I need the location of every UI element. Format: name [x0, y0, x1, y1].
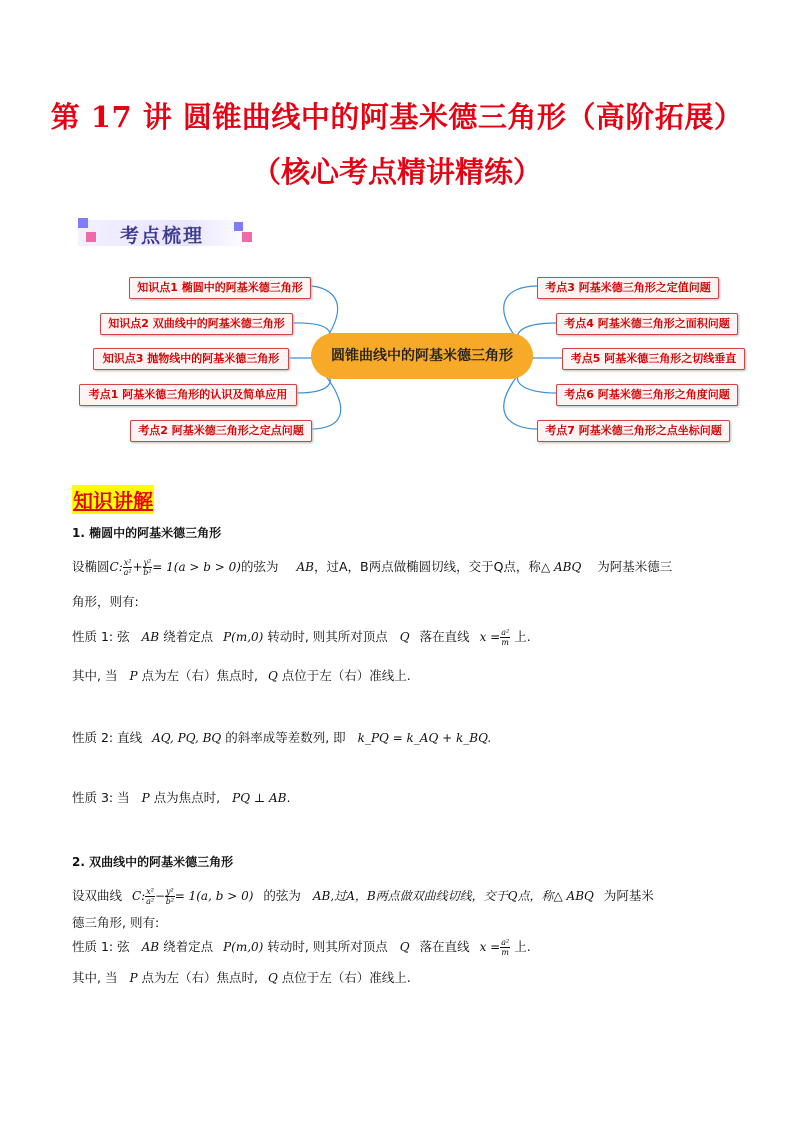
lecture-subtitle: （核心考点精讲精练） [251, 155, 542, 189]
math: C: [109, 560, 123, 574]
section-1-property-3: 性质 3: 当 P 点为焦点时, PQ ⊥ AB. [72, 790, 291, 805]
section-1-title: 1. 椭圆中的阿基米德三角形 [72, 526, 222, 540]
mindmap-node-right-2: 考点4 阿基米德三角形之面积问题 [556, 313, 738, 335]
mindmap-node-right-5: 考点7 阿基米德三角形之点坐标问题 [537, 420, 730, 442]
fraction: $\frac{\text{x²}}{\text{a²}}$ [123, 558, 132, 577]
knowledge-heading: 知识讲解 [72, 485, 154, 514]
section-2-property-1: 性质 1: 弦 AB 绕着定点 P(m,0) 转动时, 则其所对顶点 Q 落在直线 x = $\frac{\text{a²}}{m}$ 上. [72, 938, 531, 957]
mindmap-node-right-1: 考点3 阿基米德三角形之定值问题 [537, 277, 719, 299]
section-2-intro-line2: 德三角形, 则有: [72, 915, 160, 930]
mindmap-node-left-2: 知识点2 双曲线中的阿基米德三角形 [100, 313, 293, 335]
decor-square-icon [78, 218, 88, 228]
mindmap-node-left-5: 考点2 阿基米德三角形之定点问题 [130, 420, 312, 442]
lecture-title: 第 17 讲 圆锥曲线中的阿基米德三角形（高阶拓展） [50, 100, 744, 134]
decor-square-icon [86, 232, 96, 242]
mindmap-node-right-3: 考点5 阿基米德三角形之切线垂直 [562, 348, 745, 370]
section-1-property-1-note: 其中, 当 P 点为左（右）焦点时, Q 点位于左（右）准线上. [72, 668, 411, 683]
section-1-property-2: 性质 2: 直线 AQ, PQ, BQ 的斜率成等差数列, 即 k_PQ = k_AQ + k_BQ. [72, 730, 492, 745]
math: = 1(a > b > 0) [152, 560, 241, 574]
section-badge [78, 218, 254, 248]
mindmap-node-left-1: 知识点1 椭圆中的阿基米德三角形 [129, 277, 311, 299]
section-1-intro-line2: 角形，则有: [72, 594, 139, 609]
section-1-intro-line1: 设椭圆C: $\frac{\text{x²}}{\text{a²}}$ + $\frac{\text{y²}}{\text{b²}}$ = 1(a > b > 0)的弦为 AB，过A，B两点做椭圆切线，交于Q点，称△ ABQ 为阿基米德三 [72, 558, 673, 577]
section-badge-label: 考点梳理 [120, 225, 205, 247]
mindmap-node-left-4: 考点1 阿基米德三角形的认识及简单应用 [79, 384, 297, 406]
text: 设椭圆 [72, 559, 110, 574]
fraction: $\frac{\text{y²}}{\text{b²}}$ [143, 558, 152, 577]
section-1-property-1: 性质 1: 弦 AB 绕着定点 P(m,0) 转动时, 则其所对顶点 Q 落在直线 x = $\frac{\text{a²}}{m}$ 上. [72, 628, 531, 647]
section-2-title: 2. 双曲线中的阿基米德三角形 [72, 855, 234, 869]
decor-square-icon [234, 222, 243, 231]
decor-square-icon [242, 232, 252, 242]
section-2-intro-line1: 设双曲线 C: $\frac{\text{x²}}{\text{a²}}$ − $\frac{\text{y²}}{\text{b²}}$ = 1(a, b > 0) 的弦为 AB,过A，B两点做双曲线切线，交于Q点，称△ ABQ 为阿基米 [72, 887, 654, 906]
mindmap-node-right-4: 考点6 阿基米德三角形之角度问题 [556, 384, 738, 406]
mindmap-node-left-3: 知识点3 抛物线中的阿基米德三角形 [93, 348, 289, 370]
section-2-property-1-note: 其中, 当 P 点为左（右）焦点时, Q 点位于左（右）准线上. [72, 970, 411, 985]
mindmap-center-node: 圆锥曲线中的阿基米德三角形 [311, 333, 533, 379]
